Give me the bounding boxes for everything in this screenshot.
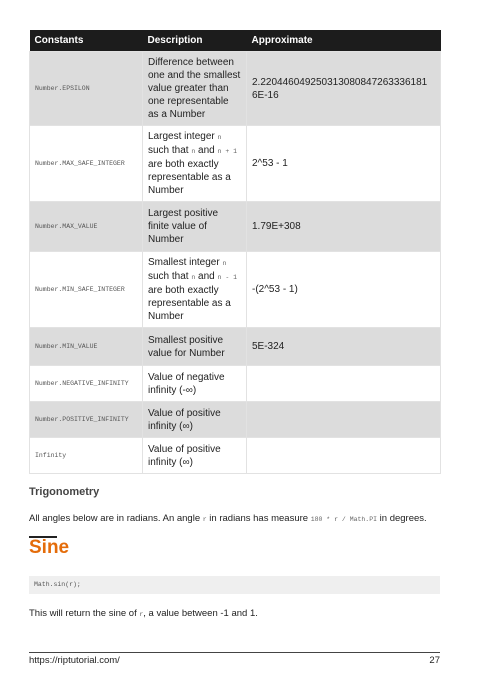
inline-code: n + 1: [217, 148, 238, 155]
constant-name: Number.MAX_VALUE: [30, 202, 143, 252]
description-text: are both exactly representable as a Number: [148, 285, 231, 322]
inline-code: 180 * r / Math.PI: [310, 516, 378, 523]
table-row: [30, 366, 441, 402]
constant-name: Number.POSITIVE_INFINITY: [30, 402, 143, 438]
constant-approx: 1.79E+308: [247, 202, 441, 252]
section-heading-trigonometry: Trigonometry: [29, 486, 100, 498]
constant-approx: 2^53 - 1: [247, 126, 441, 202]
constant-name: Number.EPSILON: [30, 52, 143, 126]
constant-description: Largest positive finite value of Number: [143, 202, 247, 252]
table-row: [30, 202, 441, 252]
paragraph-text: This will return the sine of: [29, 608, 140, 619]
footer-divider: [29, 652, 440, 653]
description-text: such that: [148, 271, 192, 282]
constant-description: Smallest positive value for Number: [143, 328, 247, 366]
constant-description: Value of positive infinity (∞): [143, 402, 247, 438]
table-header-row: [30, 30, 441, 52]
inline-code: n: [217, 134, 222, 141]
constant-approx: [247, 402, 441, 438]
constant-description: [143, 126, 247, 202]
inline-code: r: [139, 611, 144, 618]
inline-code: n: [222, 260, 227, 267]
table-row: [30, 252, 441, 328]
table-row: [30, 328, 441, 366]
paragraph-text: in radians has measure: [206, 513, 311, 524]
paragraph-text: All angles below are in radians. An angle: [29, 513, 203, 524]
inline-code: r: [202, 516, 207, 523]
table-row: [30, 402, 441, 438]
inline-code: n: [191, 274, 196, 281]
section-heading-sine: Sine: [29, 537, 70, 558]
table-row: [30, 126, 441, 202]
constant-name: Number.NEGATIVE_INFINITY: [30, 366, 143, 402]
constant-description: Difference between one and the smallest value greater than one representable as a Number: [143, 52, 247, 126]
sine-paragraph: [29, 608, 258, 619]
description-text: are both exactly representable as a Number: [148, 159, 231, 196]
page-number: 27: [429, 655, 440, 666]
constant-name: Number.MAX_SAFE_INTEGER: [30, 126, 143, 202]
constant-description: [143, 252, 247, 328]
constant-approx: [247, 366, 441, 402]
constant-approx: 2.220446049250313080847263336181 6E-16: [247, 52, 441, 126]
constant-name: Infinity: [30, 438, 143, 474]
description-text: and: [195, 145, 218, 156]
footer-url: https://riptutorial.com/: [29, 655, 120, 666]
table-row: [30, 438, 441, 474]
description-text: such that: [148, 145, 192, 156]
paragraph-text: in degrees.: [377, 513, 427, 524]
trig-paragraph: [29, 513, 427, 524]
column-header-constants: Constants: [30, 30, 143, 52]
column-header-approximate: Approximate: [247, 30, 441, 52]
constant-approx: 5E-324: [247, 328, 441, 366]
description-text: Smallest integer: [148, 257, 223, 268]
description-text: and: [195, 271, 218, 282]
constant-description: Value of negative infinity (-∞): [143, 366, 247, 402]
constants-table: [29, 30, 441, 474]
constant-approx: -(2^53 - 1): [247, 252, 441, 328]
paragraph-text: , a value between -1 and 1.: [143, 608, 258, 619]
table-row: [30, 52, 441, 126]
constant-name: Number.MIN_VALUE: [30, 328, 143, 366]
code-block: Math.sin(r);: [29, 576, 440, 594]
constant-description: Value of positive infinity (∞): [143, 438, 247, 474]
inline-code: n - 1: [217, 274, 238, 281]
column-header-description: Description: [143, 30, 247, 52]
constant-name: Number.MIN_SAFE_INTEGER: [30, 252, 143, 328]
constant-approx: [247, 438, 441, 474]
inline-code: n: [191, 148, 196, 155]
description-text: Largest integer: [148, 131, 218, 142]
